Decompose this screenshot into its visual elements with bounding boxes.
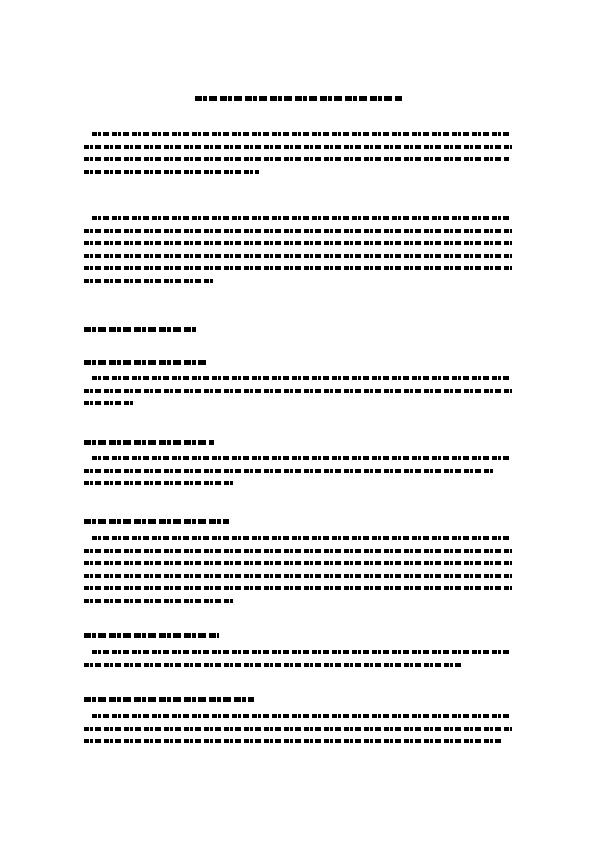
illegible-text: [84, 727, 512, 731]
subsection-5-body: [84, 710, 514, 748]
illegible-text: [84, 389, 512, 393]
text-line: [84, 477, 514, 490]
text-line: [84, 595, 514, 608]
text-line: [84, 557, 514, 570]
illegible-text: [84, 401, 134, 405]
illegible-text: [92, 650, 512, 654]
illegible-text: [84, 739, 504, 743]
illegible-text: [92, 376, 512, 380]
text-line: [84, 128, 514, 141]
illegible-text: [84, 229, 512, 233]
text-line: [84, 465, 514, 478]
text-line: [84, 372, 514, 385]
illegible-text: [84, 266, 512, 270]
subsection-5-heading: [84, 694, 514, 707]
text-line: [84, 646, 514, 659]
text-line: [84, 262, 514, 275]
text-line: [84, 516, 514, 529]
text-line: [84, 141, 514, 154]
text-line: [84, 723, 514, 736]
text-line: [84, 250, 514, 263]
illegible-text: [92, 536, 512, 540]
illegible-text: [84, 241, 512, 245]
illegible-text: [84, 170, 259, 174]
text-line: [84, 570, 514, 583]
illegible-text: [84, 157, 510, 161]
illegible-text: [84, 327, 196, 332]
illegible-text: [84, 360, 209, 365]
subsection-3-body: [84, 532, 514, 607]
illegible-text: [84, 481, 234, 485]
illegible-text: [92, 456, 512, 460]
illegible-text: [84, 469, 494, 473]
illegible-text: [84, 663, 464, 667]
text-line: [84, 582, 514, 595]
text-line: [84, 710, 514, 723]
subsection-2-heading: [84, 437, 514, 450]
text-line: [84, 397, 514, 410]
text-line: [84, 357, 514, 370]
intro-paragraph-1: [84, 128, 514, 178]
intro-paragraph-2: [84, 212, 514, 287]
text-line: [84, 694, 514, 707]
subsection-3-heading: [84, 516, 514, 529]
illegible-text: [84, 586, 512, 590]
title-text-illegible: [195, 96, 403, 101]
subsection-4-heading: [84, 630, 514, 643]
text-line: [84, 452, 514, 465]
subsection-1-body: [84, 372, 514, 410]
illegible-text: [84, 697, 254, 702]
text-line: [84, 630, 514, 643]
text-line: [84, 735, 514, 748]
text-line: [84, 237, 514, 250]
illegible-text: [84, 254, 512, 258]
illegible-text: [84, 561, 512, 565]
illegible-text: [84, 440, 214, 445]
text-line: [84, 385, 514, 398]
subsection-2-body: [84, 452, 514, 490]
section-heading: [84, 324, 514, 337]
subsection-1-heading: [84, 357, 514, 370]
illegible-text: [84, 279, 214, 283]
text-line: [84, 659, 514, 672]
illegible-text: [84, 519, 229, 524]
text-line: [84, 153, 514, 166]
text-line: [84, 532, 514, 545]
text-line: [84, 275, 514, 288]
illegible-text: [84, 145, 512, 149]
text-line: [84, 212, 514, 225]
illegible-text: [84, 599, 234, 603]
text-line: [84, 166, 514, 179]
illegible-text: [84, 574, 512, 578]
text-line: [84, 437, 514, 450]
text-line: [84, 324, 514, 337]
illegible-text: [84, 549, 512, 553]
text-line: [84, 225, 514, 238]
illegible-text: [92, 132, 512, 136]
illegible-text: [92, 714, 512, 718]
illegible-text: [92, 216, 512, 220]
text-line: [84, 545, 514, 558]
subsection-4-body: [84, 646, 514, 671]
illegible-text: [84, 633, 219, 638]
